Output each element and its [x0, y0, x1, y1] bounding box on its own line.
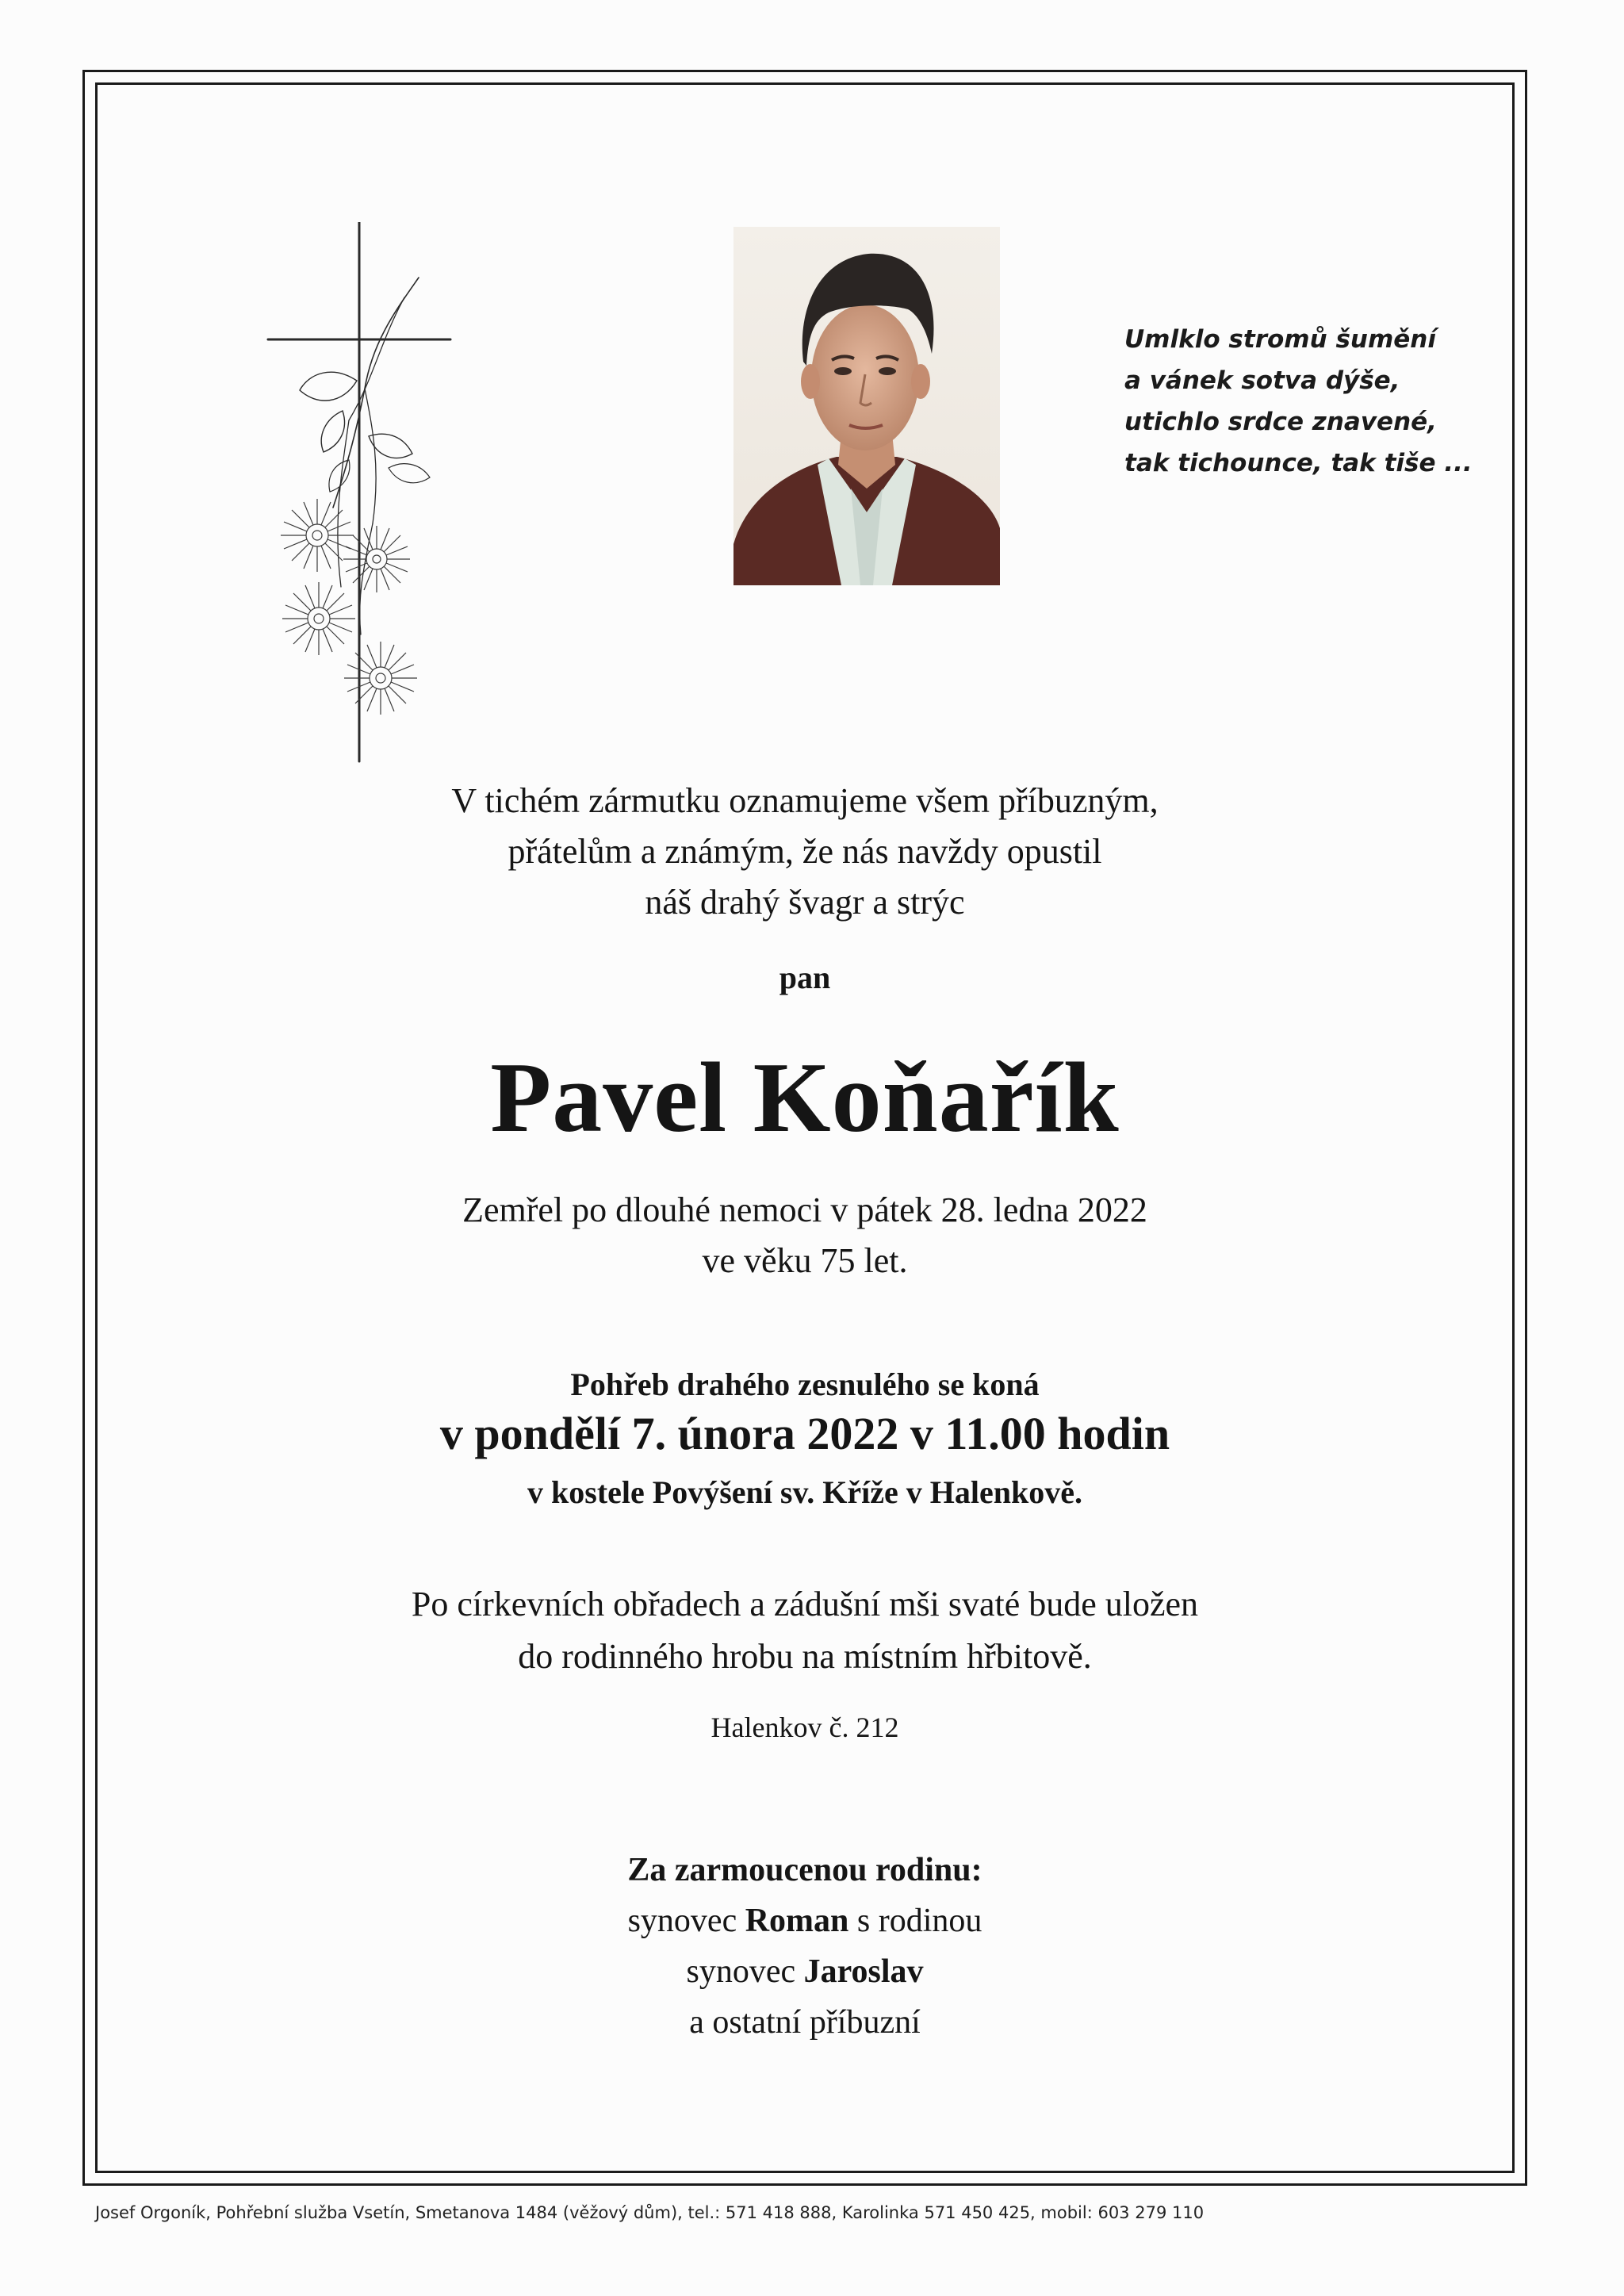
- poem: [1124, 319, 1505, 484]
- funeral-date: v pondělí 7. února 2022 v 11.00 hodin: [439, 1408, 1170, 1459]
- announcement-line: V tichém zármutku oznamujeme všem příbuzným,: [451, 781, 1159, 820]
- poem-line: tak tichounce, tak tiše ...: [1124, 449, 1473, 477]
- family-line: [95, 1946, 1515, 1997]
- relation-suffix: s rodinou: [848, 1903, 982, 1939]
- announcement-line: náš drahý švagr a strýc: [645, 883, 965, 922]
- salutation: pan: [779, 960, 831, 995]
- relation-label: synovec: [686, 1953, 804, 1990]
- relation-label: synovec: [627, 1903, 745, 1939]
- death-line: ve věku 75 let.: [702, 1241, 908, 1280]
- family-line: [95, 1895, 1515, 1946]
- address: Halenkov č. 212: [710, 1711, 899, 1743]
- deceased-name: Pavel Koňařík: [490, 1043, 1120, 1153]
- poem-line: a vánek sotva dýše,: [1124, 366, 1400, 395]
- family-heading: Za zarmoucenou rodinu:: [627, 1852, 982, 1888]
- death-info: [95, 1185, 1515, 1286]
- poem-line: Umlklo stromů šumění: [1124, 325, 1436, 354]
- relative-name: Jaroslav: [803, 1953, 924, 1990]
- burial-info: [95, 1578, 1515, 1683]
- announcement-line: přátelům a známým, že nás navždy opustil: [508, 832, 1102, 871]
- relative-name: Roman: [745, 1903, 849, 1939]
- footer-funeral-service: Josef Orgoník, Pohřební služba Vsetín, Smetanova 1484 (věžový dům), tel.: 571 418 888, Karolinka 571 450 425, mobil: 603 279 110: [95, 2203, 1205, 2222]
- portrait-photo: [733, 227, 1000, 585]
- announcement-text: [95, 776, 1515, 928]
- family-line: a ostatní příbuzní: [689, 2004, 921, 2041]
- poem-line: utichlo srdce znavené,: [1124, 408, 1437, 436]
- cross-flowers-icon: [254, 222, 468, 777]
- family-signature: [95, 1845, 1515, 2048]
- burial-line: do rodinného hrobu na místním hřbitově.: [518, 1637, 1092, 1676]
- funeral-title: Pohřeb drahého zesnulého se koná: [570, 1366, 1040, 1402]
- funeral-place: v kostele Povýšení sv. Kříže v Halenkově.: [527, 1474, 1082, 1510]
- burial-line: Po církevních obřadech a zádušní mši svaté bude uložen: [411, 1585, 1199, 1623]
- death-line: Zemřel po dlouhé nemoci v pátek 28. ledna 2022: [462, 1190, 1147, 1229]
